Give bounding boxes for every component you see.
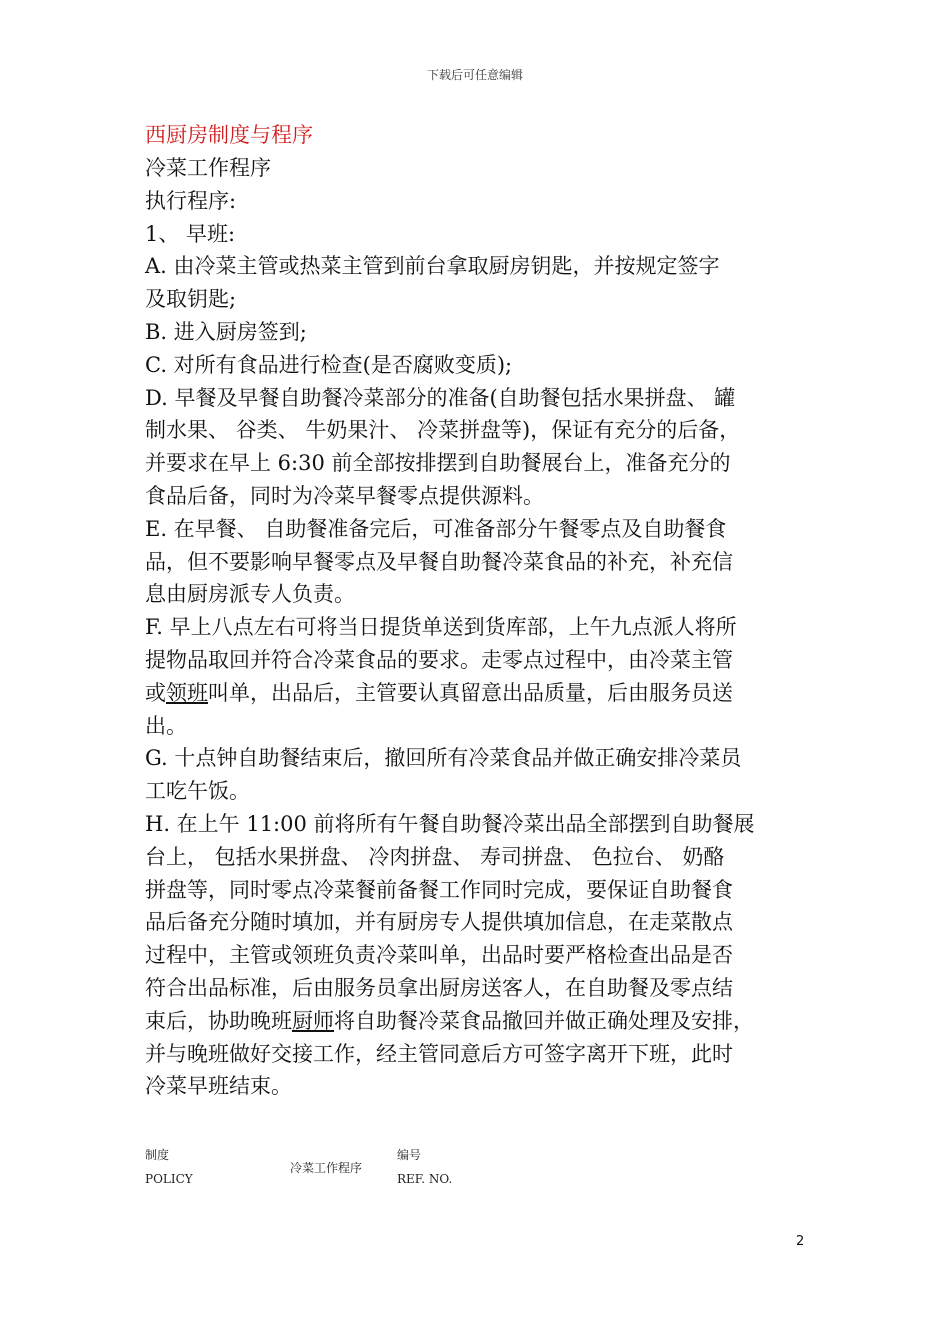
text-line: 1、 早班: xyxy=(145,221,236,246)
text-line: 出。 xyxy=(145,713,187,738)
text-line: 制水果、 谷类、 牛奶果汁、 冷菜拼盘等)，保证有充分的后备， xyxy=(145,418,741,443)
text-line: G. 十点钟自助餐结束后，撤回所有冷菜食品并做正确安排冷菜员 xyxy=(145,746,742,771)
text-line: 符合出品标准，后由服务员拿出厨房送客人，在自助餐及零点结 xyxy=(145,975,733,1000)
text-line: 拼盘等，同时零点冷菜餐前备餐工作同时完成，要保证自助餐食 xyxy=(145,877,733,902)
text-line: H. 在上午 11:00 前将所有午餐自助餐冷菜出品全部摆到自助餐展 xyxy=(145,811,755,836)
text-line: 并与晚班做好交接工作，经主管同意后方可签字离开下班，此时 xyxy=(145,1041,733,1066)
underlined-term: 领班 xyxy=(166,680,208,705)
text-line: 台上， 包括水果拼盘、 冷肉拼盘、 寿司拼盘、 色拉台、 奶酪 xyxy=(145,844,725,869)
text-line: E. 在早餐、 自助餐准备完后，可准备部分午餐零点及自助餐食 xyxy=(145,516,727,541)
text-line: 并要求在早上 6:30 前全部按排摆到自助餐展台上，准备充分的 xyxy=(145,451,731,476)
text-line: B. 进入厨房签到; xyxy=(145,319,307,344)
text-line: 息由厨房派专人负责。 xyxy=(145,582,355,607)
document-subtitle: 冷菜工作程序 xyxy=(145,156,271,180)
text-line: F. 早上八点左右可将当日提货单送到货库部，上午九点派人将所 xyxy=(145,615,737,640)
document-title: 西厨房制度与程序 xyxy=(145,123,313,147)
footer-ref-en: REF. NO. xyxy=(397,1172,453,1186)
section-label: 执行程序: xyxy=(145,188,237,213)
text-line: 食品后备，同时为冷菜早餐零点提供源料。 xyxy=(145,483,544,508)
text-line xyxy=(145,1005,810,1038)
text-line: D. 早餐及早餐自助餐冷菜部分的准备(自助餐包括水果拼盘、 罐 xyxy=(145,385,736,410)
footer-table xyxy=(145,1146,645,1196)
text-line: 工吃午饭。 xyxy=(145,779,250,804)
text-segment: 或 xyxy=(145,680,166,705)
footer-policy-cn: 制度 xyxy=(145,1148,170,1162)
text-segment: 叫单，出品后，主管要认真留意出品质量，后由服务员送 xyxy=(208,680,733,705)
text-line: C. 对所有食品进行检查(是否腐败变质); xyxy=(145,352,513,377)
text-line: 及取钥匙; xyxy=(145,287,237,312)
text-line: 品，但不要影响早餐零点及早餐自助餐冷菜食品的补充，补充信 xyxy=(145,549,733,574)
text-line: 冷菜早班结束。 xyxy=(145,1074,292,1099)
document-body xyxy=(145,118,810,1103)
text-line: A. 由冷菜主管或热菜主管到前台拿取厨房钥匙，并按规定签字 xyxy=(145,254,720,279)
header-note: 下载后可任意编辑 xyxy=(426,68,523,82)
text-segment: 将自助餐冷菜食品撤回并做正确处理及安排， xyxy=(334,1008,754,1033)
underlined-term: 厨师 xyxy=(292,1008,334,1033)
text-line: 过程中，主管或领班负责冷菜叫单，出品时要严格检查出品是否 xyxy=(145,943,733,968)
text-segment: 束后，协助晚班 xyxy=(145,1008,292,1033)
footer-doc-name: 冷菜工作程序 xyxy=(290,1161,363,1175)
text-line: 品后备充分随时填加，并有厨房专人提供填加信息，在走菜散点 xyxy=(145,910,733,935)
page-number: 2 xyxy=(796,1234,805,1249)
footer-policy-en: POLICY xyxy=(145,1172,193,1186)
footer-ref-cn: 编号 xyxy=(397,1148,422,1162)
text-line: 提物品取回并符合冷菜食品的要求。走零点过程中，由冷菜主管 xyxy=(145,647,733,672)
text-line xyxy=(145,677,810,710)
